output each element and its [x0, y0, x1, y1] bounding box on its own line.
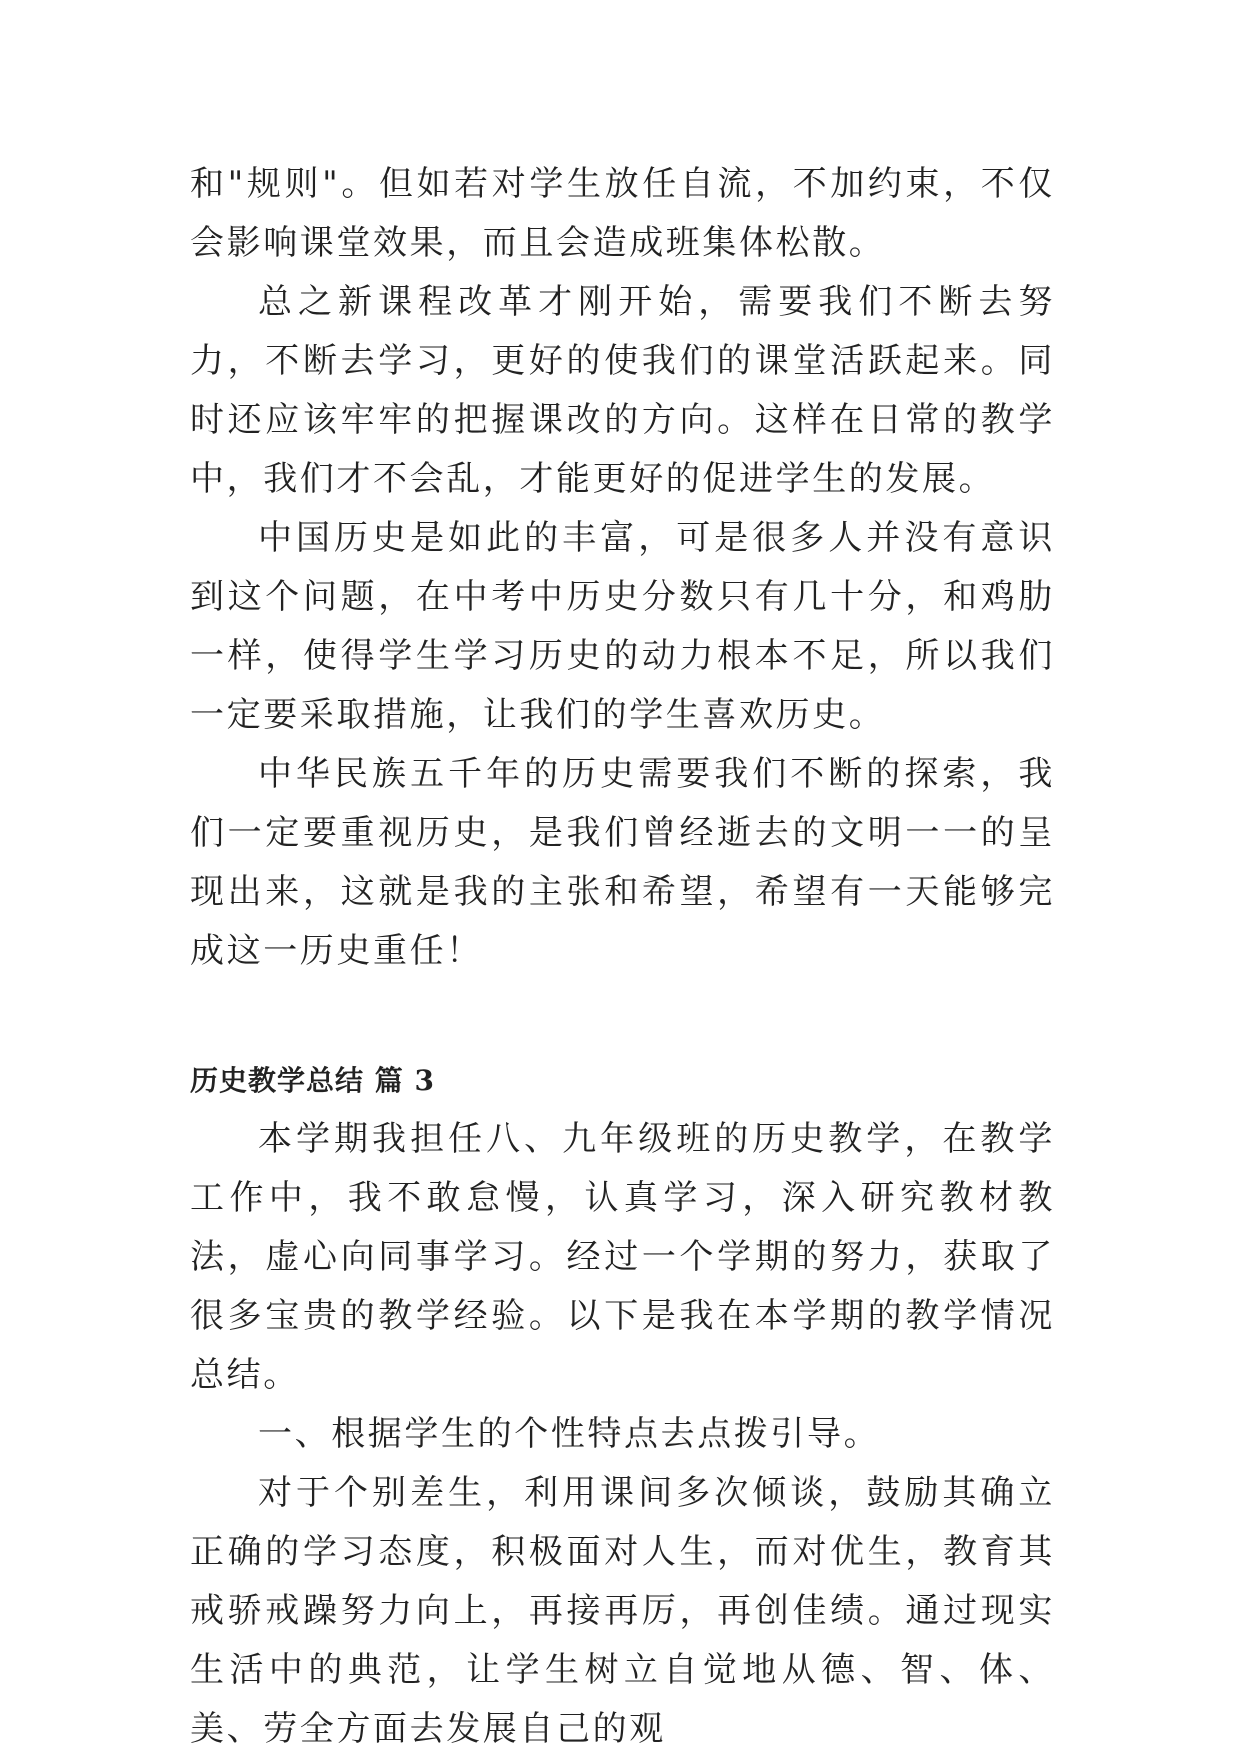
paragraph: 中华民族五千年的历史需要我们不断的探索，我们一定要重视历史，是我们曾经逝去的文明一一的呈现出来，这就是我的主张和希望，希望有一天能够完成这一历史重任！ — [190, 754, 1055, 971]
paragraph: 和"规则"。但如若对学生放任自流，不加约束，不仅会影响课堂效果，而且会造成班集体松散。 — [190, 164, 1055, 263]
paragraph: 本学期我担任八、九年级班的历史教学，在教学工作中，我不敢怠慢，认真学习，深入研究教材教法，虚心向同事学习。经过一个学期的努力，获取了很多宝贵的教学经验。以下是我在本学期的教学情况总结。 — [190, 1119, 1055, 1395]
document-body — [190, 155, 1055, 1759]
section-heading: 历史教学总结 篇 3 — [190, 1064, 435, 1097]
paragraph: 总之新课程改革才刚开始，需要我们不断去努力，不断去学习，更好的使我们的课堂活跃起来。同时还应该牢牢的把握课改的方向。这样在日常的教学中，我们才不会乱，才能更好的促进学生的发展。 — [190, 282, 1055, 499]
paragraph: 中国历史是如此的丰富，可是很多人并没有意识到这个问题，在中考中历史分数只有几十分，和鸡肋一样，使得学生学习历史的动力根本不足，所以我们一定要采取措施，让我们的学生喜欢历史。 — [190, 518, 1055, 735]
paragraph: 对于个别差生，利用课间多次倾谈，鼓励其确立正确的学习态度，积极面对人生，而对优生，教育其戒骄戒躁努力向上，再接再厉，再创佳绩。通过现实生活中的典范，让学生树立自觉地从德、智、体、美、劳全方面去发展自己的观 — [190, 1473, 1055, 1749]
paragraph: 一、根据学生的个性特点去点拨引导。 — [258, 1414, 881, 1454]
